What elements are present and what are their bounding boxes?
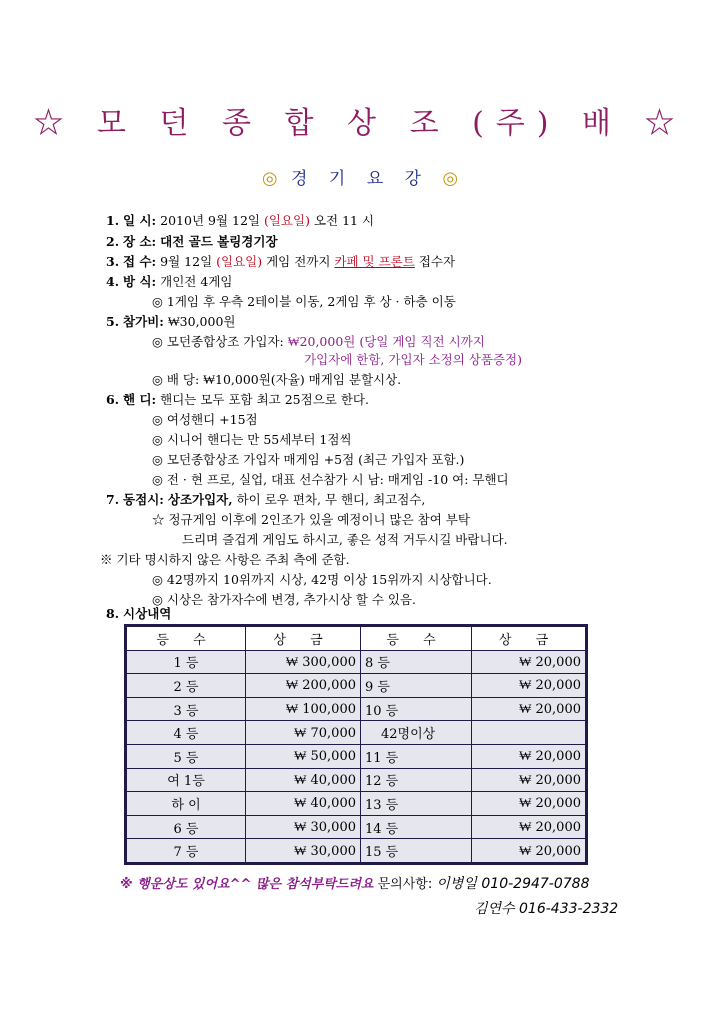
rank-cell: 14 등 — [361, 815, 472, 839]
rank-cell: 15 등 — [361, 839, 472, 864]
rank-cell: 1 등 — [126, 650, 246, 674]
amount-cell: ₩ 20,000 — [472, 674, 587, 698]
rank-cell: 5 등 — [126, 744, 246, 768]
contact-2: 김연수 016-433-2332 — [474, 901, 619, 917]
item-fee-member-note: 가입자에 한함, 가입자 소정의 상품증정) — [304, 352, 522, 367]
amount-cell: ₩ 20,000 — [472, 839, 587, 864]
item-date: 1. 일 시: 2010년 9월 12일 (일요일) 오전 11 시 — [106, 213, 375, 228]
table-row — [126, 697, 587, 721]
item-handicap-pro: ◎ 전 · 현 프로, 실업, 대표 선수참가 시 남: 매게임 -10 여: 무핸디 — [152, 472, 509, 487]
rank-cell: 11 등 — [361, 744, 472, 768]
rank-cell: 13 등 — [361, 792, 472, 816]
item-tiebreak-note2: 드리며 즐겁게 게임도 하시고, 좋은 성적 거두시길 바랍니다. — [182, 532, 508, 547]
item-registration: 3. 접 수: 9월 12일 (일요일) 게임 전까지 카페 및 프론트 접수자 — [106, 254, 456, 269]
item-tiebreak: 7. 동점시: 상조가입자, 하이 로우 편차, 무 핸디, 최고점수, — [106, 492, 426, 507]
footer-note — [120, 873, 589, 893]
amount-cell: ₩ 100,000 — [246, 697, 361, 721]
item-format-detail: ◎ 1게임 후 우측 2테이블 이동, 2게임 후 상 · 하층 이동 — [152, 294, 456, 309]
rank-cell: 10 등 — [361, 697, 472, 721]
amount-cell: ₩ 20,000 — [472, 768, 587, 792]
item-fee-member: ◎ 모던종합상조 가입자: ₩20,000원 (당일 게임 직전 시까지 — [152, 334, 485, 349]
header-rank: 등 수 — [361, 626, 472, 651]
ring-icon: ◎ — [261, 168, 278, 189]
prize-table — [124, 624, 588, 865]
amount-cell: ₩ 20,000 — [472, 697, 587, 721]
item-handicap: 6. 핸 디: 핸디는 모두 포함 최고 25점으로 한다. — [106, 392, 369, 407]
ring-icon: ◎ — [442, 168, 459, 189]
item-prizes: 8. 시상내역 — [106, 606, 172, 621]
subtitle — [0, 164, 720, 189]
header-amount: 상 금 — [246, 626, 361, 651]
rank-cell: 42명이상 — [361, 721, 472, 745]
item-fee-dividend: ◎ 배 당: ₩10,000원(자율) 매게임 분할시상. — [152, 372, 402, 387]
amount-cell: ₩ 30,000 — [246, 815, 361, 839]
item-handicap-women: ◎ 여성핸디 +15점 — [152, 412, 258, 427]
item-place: 2. 장 소: 대전 골드 볼링경기장 — [106, 234, 278, 249]
table-row — [126, 839, 587, 864]
item-handicap-senior: ◎ 시니어 핸디는 만 55세부터 1점씩 — [152, 432, 352, 447]
amount-cell: ₩ 200,000 — [246, 674, 361, 698]
amount-cell: ₩ 300,000 — [246, 650, 361, 674]
rank-cell: 8 등 — [361, 650, 472, 674]
amount-cell: ₩ 20,000 — [472, 744, 587, 768]
amount-cell — [472, 721, 587, 745]
item-handicap-member: ◎ 모던종합상조 가입자 매게임 +5점 (최근 가입자 포함.) — [152, 452, 465, 467]
page-title: ☆ 모 던 종 합 상 조 (주) 배 ☆ — [33, 106, 687, 141]
amount-cell: ₩ 20,000 — [472, 650, 587, 674]
contact-label: 문의사항: — [377, 877, 433, 892]
subtitle-text: 경 기 요 강 — [291, 169, 429, 189]
amount-cell: ₩ 70,000 — [246, 721, 361, 745]
amount-cell: ₩ 40,000 — [246, 768, 361, 792]
rank-cell: 6 등 — [126, 815, 246, 839]
amount-cell: ₩ 30,000 — [246, 839, 361, 864]
item-tiebreak-note1: ☆ 정규게임 이후에 2인조가 있을 예정이니 많은 참여 부탁 — [152, 512, 470, 527]
contact-1: 이병일 010-2947-0788 — [436, 876, 590, 892]
rank-cell: 4 등 — [126, 721, 246, 745]
header-amount: 상 금 — [472, 626, 587, 651]
amount-cell: ₩ 40,000 — [246, 792, 361, 816]
rank-cell: 7 등 — [126, 839, 246, 864]
rank-cell: 하 이 — [126, 792, 246, 816]
header-rank: 등 수 — [126, 626, 246, 651]
lucky-prize-note: ※ 행운상도 있어요^^ 많은 참석부탁드려요 — [120, 877, 374, 892]
item-etc: ※ 기타 명시하지 않은 사항은 주최 측에 준함. — [100, 552, 350, 567]
rank-cell: 9 등 — [361, 674, 472, 698]
rank-cell: 여 1등 — [126, 768, 246, 792]
table-row — [126, 768, 587, 792]
item-fee: 5. 참가비: ₩30,000원 — [106, 314, 236, 329]
amount-cell: ₩ 50,000 — [246, 744, 361, 768]
amount-cell: ₩ 20,000 — [472, 792, 587, 816]
rank-cell: 2 등 — [126, 674, 246, 698]
amount-cell: ₩ 20,000 — [472, 815, 587, 839]
table-row — [126, 792, 587, 816]
table-row — [126, 650, 587, 674]
item-etc-note2: ◎ 시상은 참가자수에 변경, 추가시상 할 수 있음. — [152, 592, 417, 607]
table-row — [126, 815, 587, 839]
table-row — [126, 744, 587, 768]
item-etc-note1: ◎ 42명까지 10위까지 시상, 42명 이상 15위까지 시상합니다. — [152, 572, 492, 587]
prize-table-header — [126, 626, 587, 651]
table-row — [126, 721, 587, 745]
rank-cell: 12 등 — [361, 768, 472, 792]
item-format: 4. 방 식: 개인전 4게임 — [106, 274, 233, 289]
rank-cell: 3 등 — [126, 697, 246, 721]
table-row — [126, 674, 587, 698]
